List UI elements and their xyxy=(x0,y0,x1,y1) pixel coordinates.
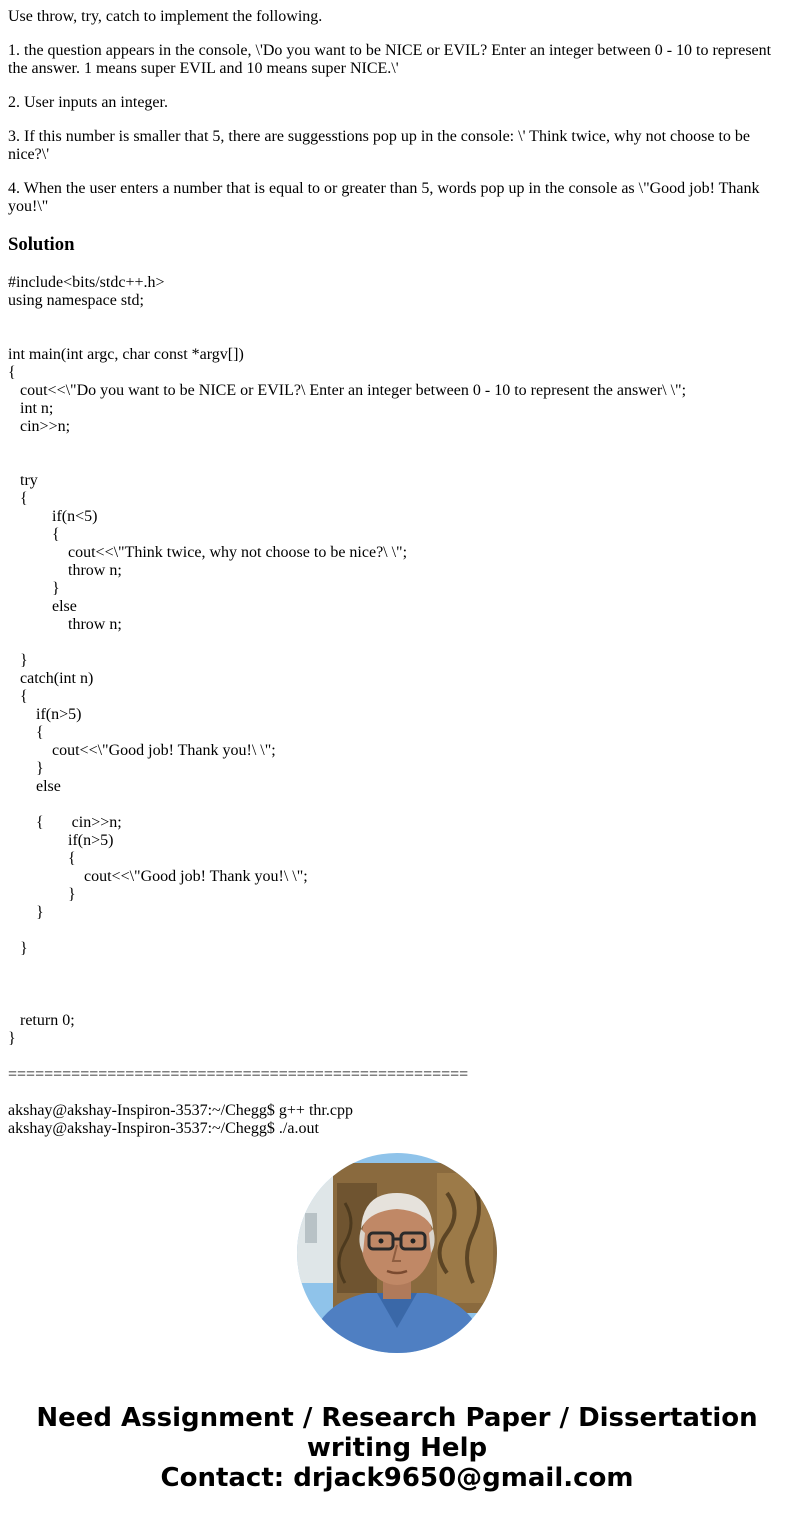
question-step-2: 2. User inputs an integer. xyxy=(8,94,168,111)
promo-banner xyxy=(0,1403,794,1493)
question-text xyxy=(8,8,786,216)
question-step-3: 3. If this number is smaller that 5, there are suggesstions pop up in the console: \' Think twice, why not choose to be nice?\' xyxy=(8,128,751,163)
solution-heading: Solution xyxy=(8,234,75,255)
person-photo-icon xyxy=(297,1153,497,1353)
document-body xyxy=(8,8,786,1138)
promo-contact: Contact: drjack9650@gmail.com xyxy=(160,1463,634,1493)
question-step-4: 4. When the user enters a number that is equal to or greater than 5, words pop up in the console as \"Good job! Thank you!\" xyxy=(8,180,760,215)
promo-line-1: Need Assignment / Research Paper / Dissertation xyxy=(36,1403,758,1433)
avatar xyxy=(297,1153,497,1353)
promo-line-2: writing Help xyxy=(306,1433,488,1463)
solution-code: #include<bits/stdc++.h> using namespace std; int main(int argc, char const *argv[]) { cout<<\"Do you want to be NICE or EVIL?\ Enter an integer between 0 - 10 to represent the answer\ \"; int n; cin>>n; try { if(n<5) { cout<<\"Think twice, why not choose to be nice?\ \"; throw n; } else throw n; } catch(int n) { if(n>5) { cout<<\"Good job! Thank you!\ \"; } else { cin>>n; if(n>5) { cout<<\"Good job! Thank you!\ \"; } } } return 0; } =================================================== akshay@akshay-Inspiron-3537:~/Chegg$ g++ thr.cpp akshay@akshay-Inspiron-3537:~/Chegg$ ./a.out xyxy=(8,274,687,1137)
question-step-1: 1. the question appears in the console, \'Do you want to be NICE or EVIL? Enter an integer between 0 - 10 to represent the answer. 1 means super EVIL and 10 means super NICE.\' xyxy=(8,42,772,77)
question-intro: Use throw, try, catch to implement the following. xyxy=(8,8,323,25)
